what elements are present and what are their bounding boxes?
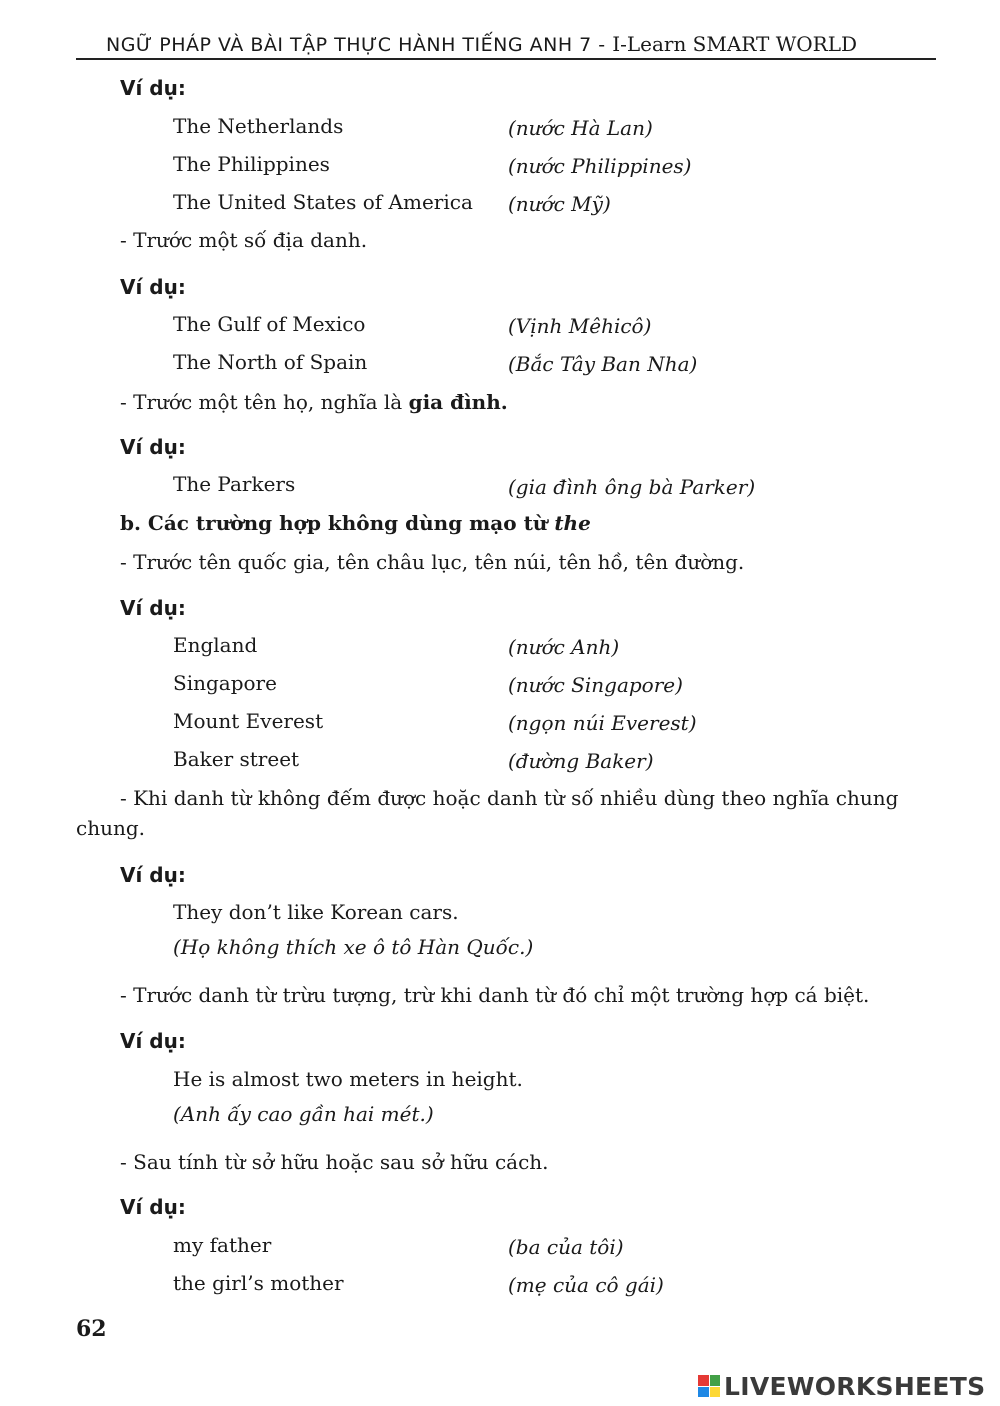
example-sentence: He is almost two meters in height. [173, 1067, 523, 1091]
example-translation: (Vịnh Mêhicô) [508, 314, 652, 338]
example-label: Ví dụ: [120, 76, 186, 100]
logo-icon [698, 1375, 720, 1397]
rule-family-bold: gia đình. [408, 390, 508, 414]
example-label: Ví dụ: [120, 596, 186, 620]
example-translation: (ngọn núi Everest) [508, 711, 697, 735]
example-translation: (nước Hà Lan) [508, 116, 653, 140]
example-label: Ví dụ: [120, 435, 186, 459]
example-term: Mount Everest [173, 709, 324, 733]
example-sentence: They don’t like Korean cars. [173, 900, 459, 924]
example-translation: (gia đình ông bà Parker) [508, 475, 756, 499]
example-term: Singapore [173, 671, 277, 695]
example-sentence-translation: (Họ không thích xe ô tô Hàn Quốc.) [173, 935, 534, 959]
example-term: The Philippines [173, 152, 330, 176]
example-term: Baker street [173, 747, 300, 771]
header-book-title: NGỮ PHÁP VÀ BÀI TẬP THỰC HÀNH TIẾNG ANH 7 - [106, 34, 613, 56]
header-series: I-Learn SMART WORLD [612, 32, 858, 56]
page-number: 62 [76, 1316, 107, 1342]
rule-place-names: - Trước một số địa danh. [120, 228, 368, 252]
example-label: Ví dụ: [120, 863, 186, 887]
example-label: Ví dụ: [120, 1029, 186, 1053]
rule-family-name [120, 390, 508, 414]
example-term: The North of Spain [173, 350, 368, 374]
example-label: Ví dụ: [120, 275, 186, 299]
subheading-b-italic: the [554, 511, 591, 535]
example-term: England [173, 633, 258, 657]
page-header [76, 32, 936, 60]
logo-square [698, 1375, 709, 1386]
subheading-b [120, 511, 591, 535]
example-label: Ví dụ: [120, 1195, 186, 1219]
example-term: my father [173, 1233, 272, 1257]
logo-square [710, 1375, 721, 1386]
example-translation: (ba của tôi) [508, 1235, 624, 1259]
rule-family-text: - Trước một tên họ, nghĩa là [120, 390, 409, 414]
subheading-b-text: b. Các trường hợp không dùng mạo từ [120, 511, 555, 535]
logo-square [710, 1387, 721, 1398]
example-translation: (đường Baker) [508, 749, 654, 773]
rule-possessive: - Sau tính từ sở hữu hoặc sau sở hữu cách. [120, 1150, 549, 1174]
example-translation: (nước Mỹ) [508, 192, 611, 216]
example-translation: (Bắc Tây Ban Nha) [508, 352, 698, 376]
rule-abstract-noun: - Trước danh từ trừu tượng, trừ khi danh từ đó chỉ một trường hợp cá biệt. [120, 983, 870, 1007]
example-translation: (nước Philippines) [508, 154, 692, 178]
example-term: The Gulf of Mexico [173, 312, 366, 336]
example-translation: (mẹ của cô gái) [508, 1273, 664, 1297]
logo-square [698, 1387, 709, 1398]
example-term: The United States of America [173, 190, 473, 214]
example-sentence-translation: (Anh ấy cao gần hai mét.) [173, 1102, 434, 1126]
rule-uncountable: - Khi danh từ không đếm được hoặc danh từ số nhiều dùng theo nghĩa chung [120, 786, 899, 810]
rule-uncountable-cont: chung. [76, 816, 146, 840]
example-translation: (nước Anh) [508, 635, 620, 659]
example-translation: (nước Singapore) [508, 673, 683, 697]
logo-text: LIVEWORKSHEETS [724, 1371, 986, 1401]
liveworksheets-logo [698, 1372, 985, 1400]
example-term: the girl’s mother [173, 1271, 344, 1295]
example-term: The Netherlands [173, 114, 344, 138]
rule-country-names: - Trước tên quốc gia, tên châu lục, tên núi, tên hồ, tên đường. [120, 550, 745, 574]
example-term: The Parkers [173, 472, 296, 496]
